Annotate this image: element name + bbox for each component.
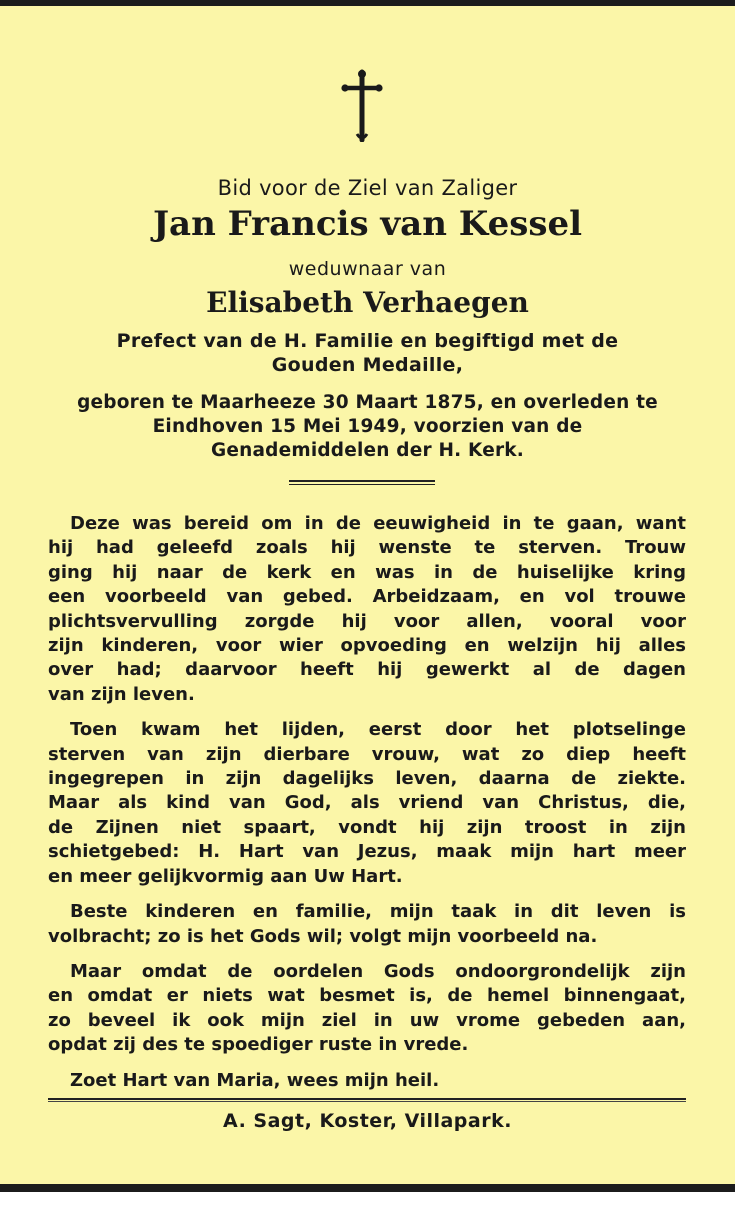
prefect-line-1: Prefect van de H. Familie en begiftigd met de — [116, 330, 619, 352]
text-line: de Zijnen niet spaart, vondt hij zijn troost in zijn — [48, 816, 686, 838]
text-line: plichtsvervulling zorgde hij voor allen, vooral voor — [48, 610, 686, 632]
paragraph — [48, 900, 686, 949]
text-line: over had; daarvoor heeft hij gewerkt al de dagen — [48, 659, 686, 681]
birth-death-line-3: Genademiddelen der H. Kerk. — [210, 440, 525, 461]
printer-credit: A. Sagt, Koster, Villapark. — [223, 1110, 512, 1132]
text-line: opdat zij des te spoediger ruste in vrede. — [48, 1034, 469, 1056]
spouse-name: Elisabeth Verhaegen — [206, 286, 529, 319]
text-line: Beste kinderen en familie, mijn taak in dit leven is — [70, 901, 686, 923]
text-line: zijn kinderen, voor wier opvoeding en welzijn hij alles — [48, 635, 686, 657]
text-line: en meer gelijkvormig aan Uw Hart. — [48, 865, 403, 887]
birth-death-line-1: geboren te Maarheeze 30 Maart 1875, en overleden te — [77, 392, 658, 413]
text-line: Zoet Hart van Maria, wees mijn heil. — [70, 1069, 440, 1091]
paragraph — [48, 1069, 686, 1093]
divider-long — [48, 1098, 686, 1102]
text-line: ging hij naar de kerk en was in de huiselijke kring — [48, 561, 686, 583]
text-line: van zijn leven. — [48, 683, 195, 705]
text-line: Deze was bereid om in de eeuwigheid in te gaan, want — [70, 513, 686, 534]
paragraph — [48, 960, 686, 1058]
text-line: ingegrepen in zijn dagelijks leven, daarna de ziekte. — [48, 768, 686, 790]
text-line: en omdat er niets wat besmet is, de hemel binnengaat, — [48, 985, 686, 1007]
widower-line: weduwnaar van — [288, 258, 447, 280]
latin-cross-icon — [340, 68, 384, 142]
text-line: Toen kwam het lijden, eerst door het plotselinge — [70, 719, 686, 741]
text-line: een voorbeeld van gebed. Arbeidzaam, en vol trouwe — [48, 586, 686, 608]
paragraph — [48, 512, 686, 707]
text-line: Maar omdat de oordelen Gods ondoorgrondelijk zijn — [70, 960, 686, 982]
text-line: zo beveel ik ook mijn ziel in uw vrome gebeden aan, — [48, 1009, 686, 1031]
paragraph — [48, 718, 686, 889]
text-line: schietgebed: H. Hart van Jezus, maak mijn hart meer — [48, 841, 686, 863]
deceased-name: Jan Francis van Kessel — [152, 204, 583, 244]
intro-line: Bid voor de Ziel van Zaliger — [217, 176, 518, 200]
text-line: Maar als kind van God, als vriend van Christus, die, — [48, 792, 686, 814]
memorial-text — [48, 512, 686, 1104]
text-line: hij had geleefd zoals hij wenste te sterven. Trouw — [48, 537, 686, 559]
text-line: sterven van zijn dierbare vrouw, wat zo diep heeft — [48, 743, 686, 765]
divider-short — [289, 480, 435, 485]
prefect-line-2: Gouden Medaille, — [271, 354, 464, 376]
text-line: volbracht; zo is het Gods wil; volgt mijn voorbeeld na. — [48, 925, 598, 947]
birth-death-line-2: Eindhoven 15 Mei 1949, voorzien van de — [152, 416, 583, 437]
